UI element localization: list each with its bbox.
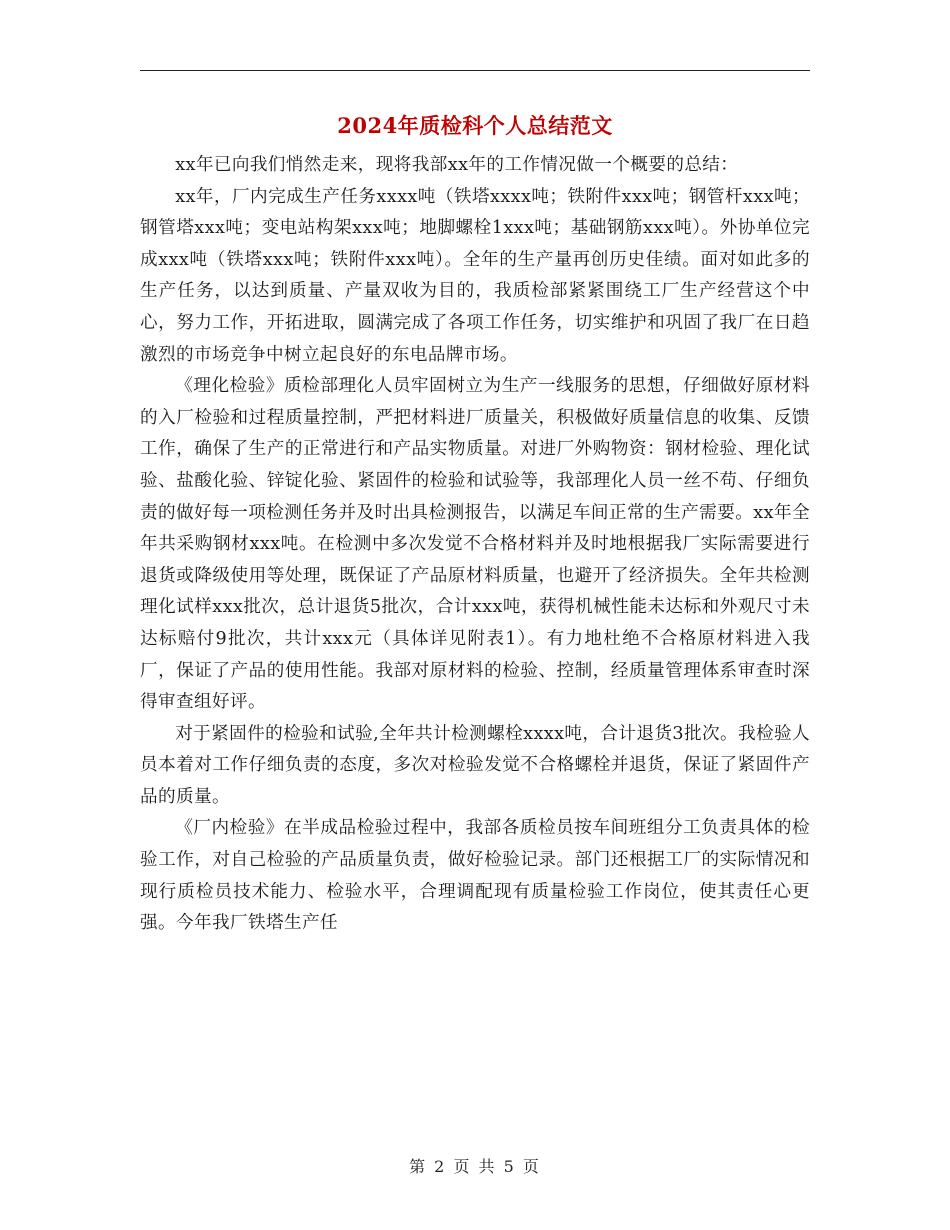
paragraph-fastener-inspection: 对于紧固件的检验和试验,全年共计检测螺栓xxxx吨，合计退货3批次。我检验人员本着对工作仔细负责的态度，多次对检验发觉不合格螺栓并退货，保证了紧固件产品的质量。: [140, 723, 810, 807]
header-rule: [140, 70, 810, 71]
document-body: [140, 150, 810, 940]
page-footer: 第 2 页 共 5 页: [409, 1157, 541, 1176]
paragraph-in-plant-inspection: 《厂内检验》在半成品检验过程中，我部各质检员按车间班组分工负责具体的检验工作，对自己检验的产品质量负责，做好检验记录。部门还根据工厂的实际情况和现行质检员技术能力、检验水平，合理调配现有质量检验工作岗位，使其责任心更强。今年我厂铁塔生产任: [140, 818, 810, 934]
paragraph-intro: xx年已向我们悄然走来，现将我部xx年的工作情况做一个概要的总结：: [175, 155, 739, 175]
paragraph-physicochemical-inspection: 《理化检验》质检部理化人员牢固树立为生产一线服务的思想，仔细做好原材料的入厂检验和过程质量控制，严把材料进厂质量关，积极做好质量信息的收集、反馈工作，确保了生产的正常进行和产品实物质量。对进厂外购物资：钢材检验、理化试验、盐酸化验、锌锭化验、紧固件的检验和试验等，我部理化人员一丝不苟、仔细负责的做好每一项检测任务并及时出具检测报告，以满足车间正常的生产需要。xx年全年共采购钢材xxx吨。在检测中多次发觉不合格材料并及时地根据我厂实际需要进行退货或降级使用等处理，既保证了产品原材料质量，也避开了经济损失。全年共检测理化试样xxx批次，总计退货5批次，合计xxx吨，获得机械性能未达标和外观尺寸未达标赔付9批次，共计xxx元（具体详见附表1）。有力地杜绝不合格原材料进入我厂，保证了产品的使用性能。我部对原材料的检验、控制，经质量管理体系审查时深得审查组好评。: [140, 376, 810, 713]
paragraph-production: xx年，厂内完成生产任务xxxx吨（铁塔xxxx吨；铁附件xxx吨；钢管杆xxx吨；钢管塔xxx吨；变电站构架xxx吨；地脚螺栓1xxx吨；基础钢筋xxx吨）。外协单位完成xxx吨（铁塔xxx吨；铁附件xxx吨）。全年的生产量再创历史佳绩。面对如此多的生产任务，以达到质量、产量双收为目的，我质检部紧紧围绕工厂生产经营这个中心，努力工作，开拓进取，圆满完成了各项工作任务，切实维护和巩固了我厂在日趋激烈的市场竞争中树立起良好的东电品牌市场。: [140, 186, 810, 365]
document-title: 2024年质检科个人总结范文: [337, 113, 613, 138]
